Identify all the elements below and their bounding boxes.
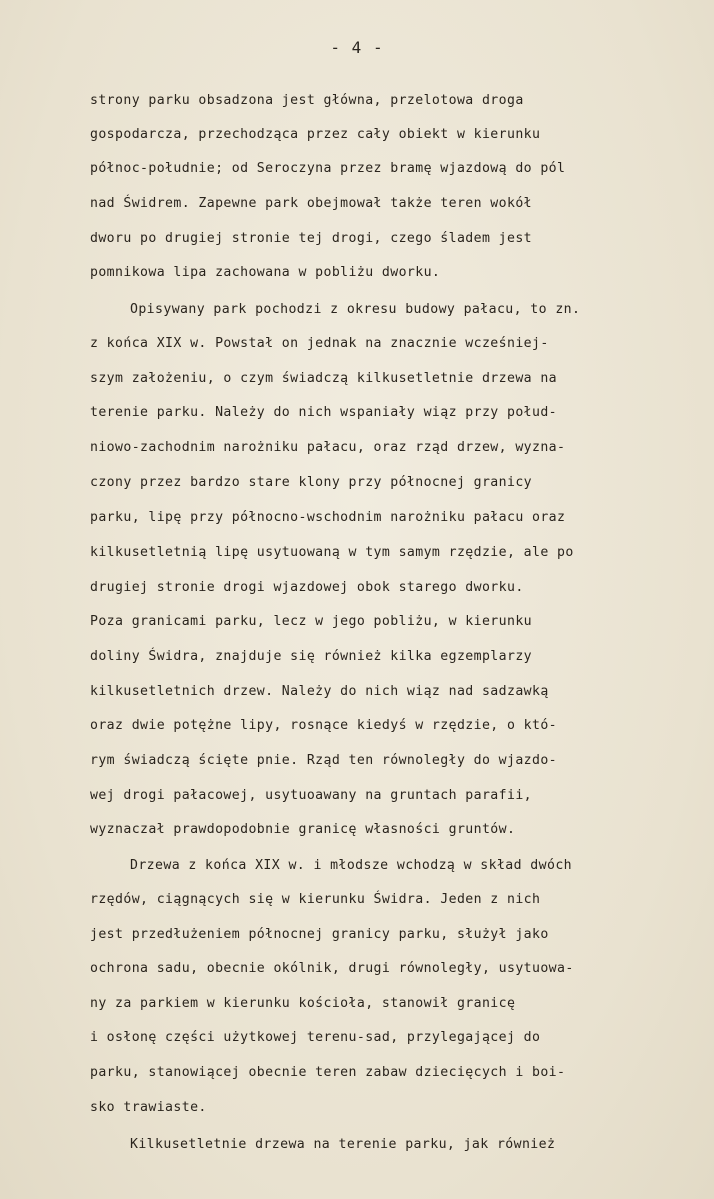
text-line: dworu po drugiej stronie tej drogi, czego śladem jest [90, 231, 532, 246]
text-line: rzędów, ciągnących się w kierunku Świdra. Jeden z nich [90, 892, 541, 907]
text-line: sko trawiaste. [90, 1100, 207, 1115]
text-line: drugiej stronie drogi wjazdowej obok starego dworku. [90, 580, 524, 595]
text-line: rym świadczą ścięte pnie. Rząd ten równoległy do wjazdo- [90, 753, 558, 768]
text-line: wyznaczał prawdopodobnie granicę własności gruntów. [90, 822, 516, 837]
text-line: parku, lipę przy północno-wschodnim narożniku pałacu oraz [90, 510, 566, 525]
text-line: Drzewa z końca XIX w. i młodsze wchodzą w skład dwóch [130, 858, 572, 873]
text-line: niowo-zachodnim narożniku pałacu, oraz rząd drzew, wyzna- [90, 440, 566, 455]
text-line: kilkusetletnią lipę usytuowaną w tym samym rzędzie, ale po [90, 545, 574, 560]
text-line: z końca XIX w. Powstał on jednak na znacznie wcześniej- [90, 336, 549, 351]
text-line: gospodarcza, przechodząca przez cały obiekt w kierunku [90, 127, 541, 142]
text-line: parku, stanowiącej obecnie teren zabaw dziecięcych i boi- [90, 1065, 566, 1080]
text-line: jest przedłużeniem północnej granicy parku, służył jako [90, 927, 549, 942]
text-line: Poza granicami parku, lecz w jego pobliżu, w kierunku [90, 614, 532, 629]
text-line: wej drogi pałacowej, usytuoawany na gruntach parafii, [90, 788, 532, 803]
text-line: doliny Świdra, znajduje się również kilka egzemplarzy [90, 649, 532, 664]
text-line: strony parku obsadzona jest główna, przelotowa droga [90, 93, 524, 108]
text-line: Kilkusetletnie drzewa na terenie parku, jak również [130, 1137, 556, 1152]
page-number: - 4 - [330, 38, 384, 57]
text-line: i osłonę części użytkowej terenu-sad, przylegającej do [90, 1030, 541, 1045]
text-line: szym założeniu, o czym świadczą kilkusetletnie drzewa na [90, 371, 558, 386]
text-line: nad Świdrem. Zapewne park obejmował także teren wokół [90, 196, 532, 211]
text-line: terenie parku. Należy do nich wspaniały wiąz przy połud- [90, 405, 558, 420]
text-line: Opisywany park pochodzi z okresu budowy pałacu, to zn. [130, 302, 581, 317]
text-line: kilkusetletnich drzew. Należy do nich wiąz nad sadzawką [90, 684, 549, 699]
text-line: czony przez bardzo stare klony przy północnej granicy [90, 475, 532, 490]
text-line: oraz dwie potężne lipy, rosnące kiedyś w rzędzie, o któ- [90, 718, 558, 733]
text-line: północ-południe; od Seroczyna przez bramę wjazdową do pól [90, 161, 566, 176]
text-line: pomnikowa lipa zachowana w pobliżu dworku. [90, 265, 441, 280]
text-line: ochrona sadu, obecnie okólnik, drugi równoległy, usytuowa- [90, 961, 574, 976]
text-line: ny za parkiem w kierunku kościoła, stanowił granicę [90, 996, 516, 1011]
